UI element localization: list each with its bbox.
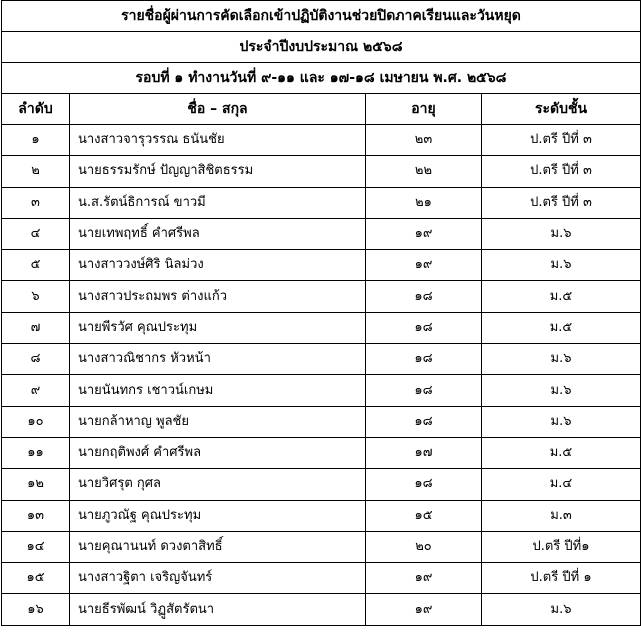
table-row: [2, 594, 641, 625]
cell-name: นายนันทกร เชาวน์เกษม: [70, 375, 366, 406]
cell-level: ป.ตรี ปีที่ ๓: [482, 125, 641, 156]
cell-level: ม.๕: [482, 312, 641, 343]
table-row: [2, 469, 641, 500]
cell-name: นางสาวจารุวรรณ ธนันชัย: [70, 125, 366, 156]
table-row: [2, 312, 641, 343]
cell-age: ๑๙: [366, 250, 482, 281]
table-row: [2, 187, 641, 218]
cell-name: นางสาวประถมพร ต่างแก้ว: [70, 281, 366, 312]
cell-name: น.ส.รัตน์ธิการณ์ ขาวมี: [70, 187, 366, 218]
cell-level: ม.๕: [482, 437, 641, 468]
table-body: [2, 125, 641, 626]
cell-level: ม.๖: [482, 375, 641, 406]
header-no: ลำดับ: [2, 94, 70, 125]
table-row: [2, 156, 641, 187]
cell-name: นางสาววงษ์ศิริ นิลม่วง: [70, 250, 366, 281]
cell-name: นายภูวณัฐ คุณประทุม: [70, 500, 366, 531]
table-row: [2, 375, 641, 406]
cell-no: ๖: [2, 281, 70, 312]
table-row: [2, 437, 641, 468]
header-age: อายุ: [366, 94, 482, 125]
cell-age: ๒๑: [366, 187, 482, 218]
cell-no: ๒: [2, 156, 70, 187]
cell-name: นายพีรวัศ คุณประทุม: [70, 312, 366, 343]
cell-no: ๑๓: [2, 500, 70, 531]
cell-level: ป.ตรี ปีที่ ๓: [482, 156, 641, 187]
cell-level: ป.ตรี ปีที่ ๑: [482, 563, 641, 594]
table-row: [2, 500, 641, 531]
cell-age: ๑๘: [366, 312, 482, 343]
cell-no: ๑๑: [2, 437, 70, 468]
table-row: [2, 218, 641, 249]
cell-age: ๒๐: [366, 531, 482, 562]
cell-level: ป.ตรี ปีที่ ๓: [482, 187, 641, 218]
cell-name: นายธรรมรักษ์ ปัญญาสิชิตธรรม: [70, 156, 366, 187]
table-row: [2, 125, 641, 156]
cell-age: ๑๘: [366, 469, 482, 500]
header-name: ชื่อ – สกุล: [70, 94, 366, 125]
cell-name: นางสาวณิชากร หัวหน้า: [70, 344, 366, 375]
cell-no: ๑๖: [2, 594, 70, 625]
cell-level: ม.๖: [482, 250, 641, 281]
cell-no: ๓: [2, 187, 70, 218]
cell-no: ๑๐: [2, 406, 70, 437]
cell-level: ม.๖: [482, 406, 641, 437]
table-row: [2, 563, 641, 594]
round-dates-subtitle: รอบที่ ๑ ทำงานวันที่ ๙-๑๑ และ ๑๗-๑๘ เมษายน พ.ศ. ๒๕๖๘: [2, 63, 641, 94]
selection-table: [1, 0, 641, 626]
cell-no: ๘: [2, 344, 70, 375]
cell-level: ม.๔: [482, 469, 641, 500]
table-row: [2, 281, 641, 312]
cell-age: ๒๒: [366, 156, 482, 187]
cell-no: ๕: [2, 250, 70, 281]
header-level: ระดับชั้น: [482, 94, 641, 125]
cell-age: ๑๙: [366, 594, 482, 625]
table-row: [2, 344, 641, 375]
cell-age: ๑๗: [366, 437, 482, 468]
table-row: [2, 406, 641, 437]
cell-level: ม.๖: [482, 594, 641, 625]
cell-level: ม.๖: [482, 344, 641, 375]
cell-no: ๙: [2, 375, 70, 406]
cell-name: นายธีรพัฒน์ วิฏูสัตรัตนา: [70, 594, 366, 625]
cell-no: ๗: [2, 312, 70, 343]
cell-no: ๑๔: [2, 531, 70, 562]
cell-name: นายกฤติพงศ์ คำศรีพล: [70, 437, 366, 468]
cell-no: ๑: [2, 125, 70, 156]
cell-no: ๑๒: [2, 469, 70, 500]
cell-level: ม.๓: [482, 500, 641, 531]
cell-name: นายเทพฤทธิ์ คำศรีพล: [70, 218, 366, 249]
cell-age: ๑๘: [366, 406, 482, 437]
table-row: [2, 531, 641, 562]
cell-age: ๑๙: [366, 218, 482, 249]
cell-age: ๑๕: [366, 500, 482, 531]
cell-no: ๔: [2, 218, 70, 249]
cell-name: นายคุณานนท์ ดวงตาสิทธิ์: [70, 531, 366, 562]
cell-name: นางสาวฐิตา เจริญจันทร์: [70, 563, 366, 594]
cell-age: ๑๘: [366, 375, 482, 406]
table-row: [2, 250, 641, 281]
document-title: รายชื่อผู้ผ่านการคัดเลือกเข้าปฏิบัติงานช่วยปิดภาคเรียนและวันหยุด: [2, 1, 641, 32]
cell-age: ๑๘: [366, 344, 482, 375]
cell-name: นายวิศรุต กุศล: [70, 469, 366, 500]
cell-age: ๑๘: [366, 281, 482, 312]
fiscal-year-subtitle: ประจำปีงบประมาณ ๒๕๖๘: [2, 32, 641, 63]
cell-name: นายกล้าหาญ พูลชัย: [70, 406, 366, 437]
cell-level: ม.๕: [482, 281, 641, 312]
cell-level: ป.ตรี ปีที่๑: [482, 531, 641, 562]
cell-no: ๑๕: [2, 563, 70, 594]
cell-level: ม.๖: [482, 218, 641, 249]
cell-age: ๒๓: [366, 125, 482, 156]
cell-age: ๑๙: [366, 563, 482, 594]
